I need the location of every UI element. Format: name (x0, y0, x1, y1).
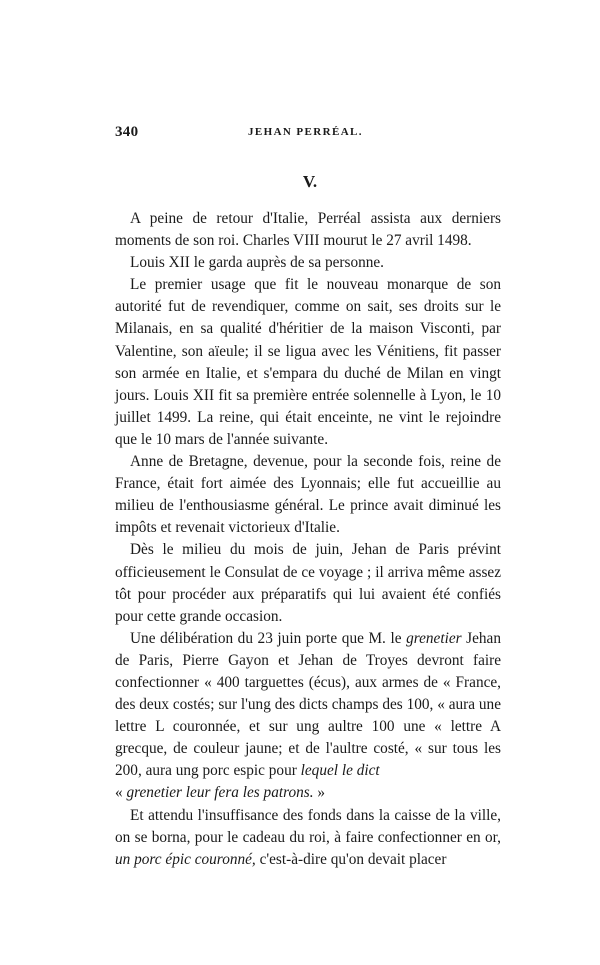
paragraph-7-text: Et attendu l'insuffisance des fonds dans la caisse de la ville, on se borna, pour le cadeau du roi, à faire confectionner en or, (115, 806, 501, 846)
paragraph-7 (115, 805, 501, 871)
paragraph-4: Anne de Bretagne, devenue, pour la seconde fois, reine de France, était fort aimée des Lyonnais; elle fut accueillie au milieu de l'enthousiasme général. Le prince avait diminué les impôts et revenait victorieux d'Italie. (115, 453, 501, 537)
paragraph-6-italic: grenetier leur fera les patrons. (126, 784, 314, 802)
section-heading: V. (302, 172, 318, 191)
paragraph-7-text: c'est-à-dire qu'on devait placer (255, 850, 447, 868)
paragraph-6 (115, 628, 501, 805)
paragraph-6-italic: lequel le dict (300, 762, 380, 780)
paragraph-1: A peine de retour d'Italie, Perréal assista aux derniers moments de son roi. Charles VIII mourut le 27 avril 1498. (115, 210, 501, 250)
paragraph-7-italic: un porc épic couronné, (115, 850, 256, 868)
paragraph-6-text: « (115, 784, 127, 802)
paragraph-6-text: Jehan de Paris, Pierre Gayon et Jehan de Troyes devront faire confectionner « 400 targuettes (écus), aux armes de « France, des deux costés; sur l'ung des dicts champs des 100, « aura une lettre L couronnée, et sur ung aultre 100 une « lettre A grecque, de couleur jaune; et de l'aultre costé, « sur tous les 200, aura ung porc espic pour (115, 629, 501, 780)
running-head (115, 124, 500, 144)
paragraph-2: Louis XII le garda auprès de sa personne. (130, 254, 385, 272)
body-text (115, 208, 501, 871)
paragraph-6-italic: grenetier (406, 629, 462, 647)
running-title: JEHAN PERRÉAL. (248, 126, 363, 138)
paragraph-6-text: » (313, 784, 326, 802)
paragraph-6-text: Une délibération du 23 juin porte que M. le (130, 629, 407, 647)
paragraph-3: Le premier usage que fit le nouveau monarque de son autorité fut de revendiquer, comme on sait, ses droits sur le Milanais, en sa qualité d'héritier de la maison Visconti, par Valentine, son aïeule; il se ligua avec les Vénitiens, fit passer son armée en Italie, et s'empara du duché de Milan en vingt jours. Louis XII fit sa première entrée solennelle à Lyon, le 10 juillet 1499. La reine, qui était enceinte, ne vint le rejoindre que le 10 mars de l'année suivante. (115, 276, 501, 448)
paragraph-5: Dès le milieu du mois de juin, Jehan de Paris prévint officieusement le Consulat de ce voyage ; il arriva même assez tôt pour procéder aux préparatifs qui lui avaient été confiés pour cette grande occasion. (115, 541, 501, 625)
page-number: 340 (115, 124, 139, 140)
